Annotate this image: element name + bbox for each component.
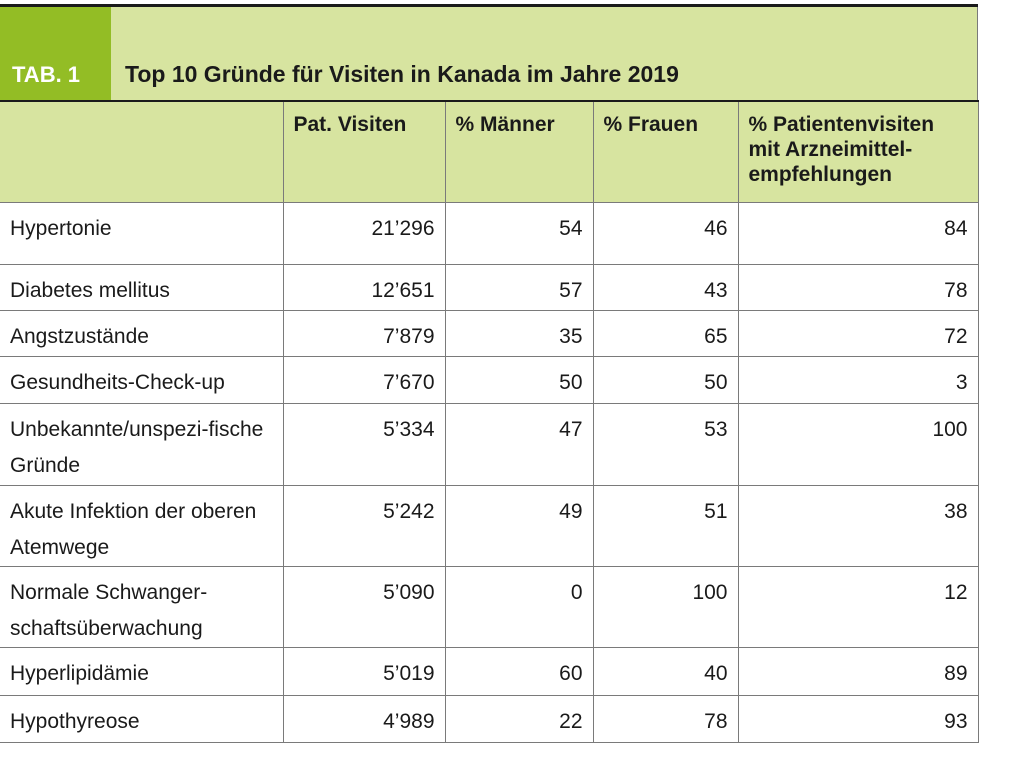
row-men: 54 [445,202,593,264]
row-men: 0 [445,566,593,647]
row-rx: 38 [738,485,978,566]
row-women: 50 [593,356,738,403]
table-row [0,264,978,310]
row-reason: Unbekannte/unspezi-fische Gründe [0,403,283,485]
row-visits: 5’090 [283,566,445,647]
row-visits: 4’989 [283,695,445,742]
table-row [0,647,978,695]
row-men: 35 [445,310,593,356]
header-row [0,101,978,202]
row-women: 46 [593,202,738,264]
row-visits: 7’670 [283,356,445,403]
title-bar [0,7,978,100]
header-visits: Pat. Visiten [283,101,445,202]
table-title: Top 10 Gründe für Visiten in Kanada im Jahre 2019 [125,61,679,87]
row-visits: 5’019 [283,647,445,695]
row-reason: Hyperlipidämie [0,647,283,695]
row-women: 51 [593,485,738,566]
header-stub [0,101,283,202]
row-visits: 12’651 [283,264,445,310]
table-row [0,356,978,403]
row-men: 22 [445,695,593,742]
row-rx: 100 [738,403,978,485]
row-reason: Gesundheits-Check-up [0,356,283,403]
row-reason: Angstzustände [0,310,283,356]
table-row [0,403,978,485]
row-women: 40 [593,647,738,695]
header-rx [738,101,978,202]
table-number-label: TAB. 1 [0,7,111,100]
row-rx: 3 [738,356,978,403]
row-men: 47 [445,403,593,485]
row-women: 100 [593,566,738,647]
row-women: 53 [593,403,738,485]
row-visits: 5’334 [283,403,445,485]
row-reason: Hypertonie [0,202,283,264]
row-rx: 89 [738,647,978,695]
row-rx: 72 [738,310,978,356]
row-women: 65 [593,310,738,356]
row-men: 49 [445,485,593,566]
row-men: 57 [445,264,593,310]
table-row [0,485,978,566]
header-rx-text: % Patientenvisiten mit Arzneimittel-empfehlungen [748,113,935,186]
table-frame [0,4,978,743]
row-rx: 12 [738,566,978,647]
row-women: 43 [593,264,738,310]
row-reason: Normale Schwanger-schaftsüberwachung [0,566,283,647]
row-rx: 78 [738,264,978,310]
row-women: 78 [593,695,738,742]
row-rx: 84 [738,202,978,264]
row-men: 60 [445,647,593,695]
row-rx: 93 [738,695,978,742]
table-row [0,202,978,264]
header-men: % Männer [445,101,593,202]
row-reason: Diabetes mellitus [0,264,283,310]
data-table [0,100,979,743]
row-visits: 7’879 [283,310,445,356]
row-visits: 21’296 [283,202,445,264]
row-reason: Akute Infektion der oberen Atemwege [0,485,283,566]
table-row [0,695,978,742]
row-men: 50 [445,356,593,403]
row-reason: Hypothyreose [0,695,283,742]
header-women: % Frauen [593,101,738,202]
table-row [0,310,978,356]
table-row [0,566,978,647]
row-visits: 5’242 [283,485,445,566]
